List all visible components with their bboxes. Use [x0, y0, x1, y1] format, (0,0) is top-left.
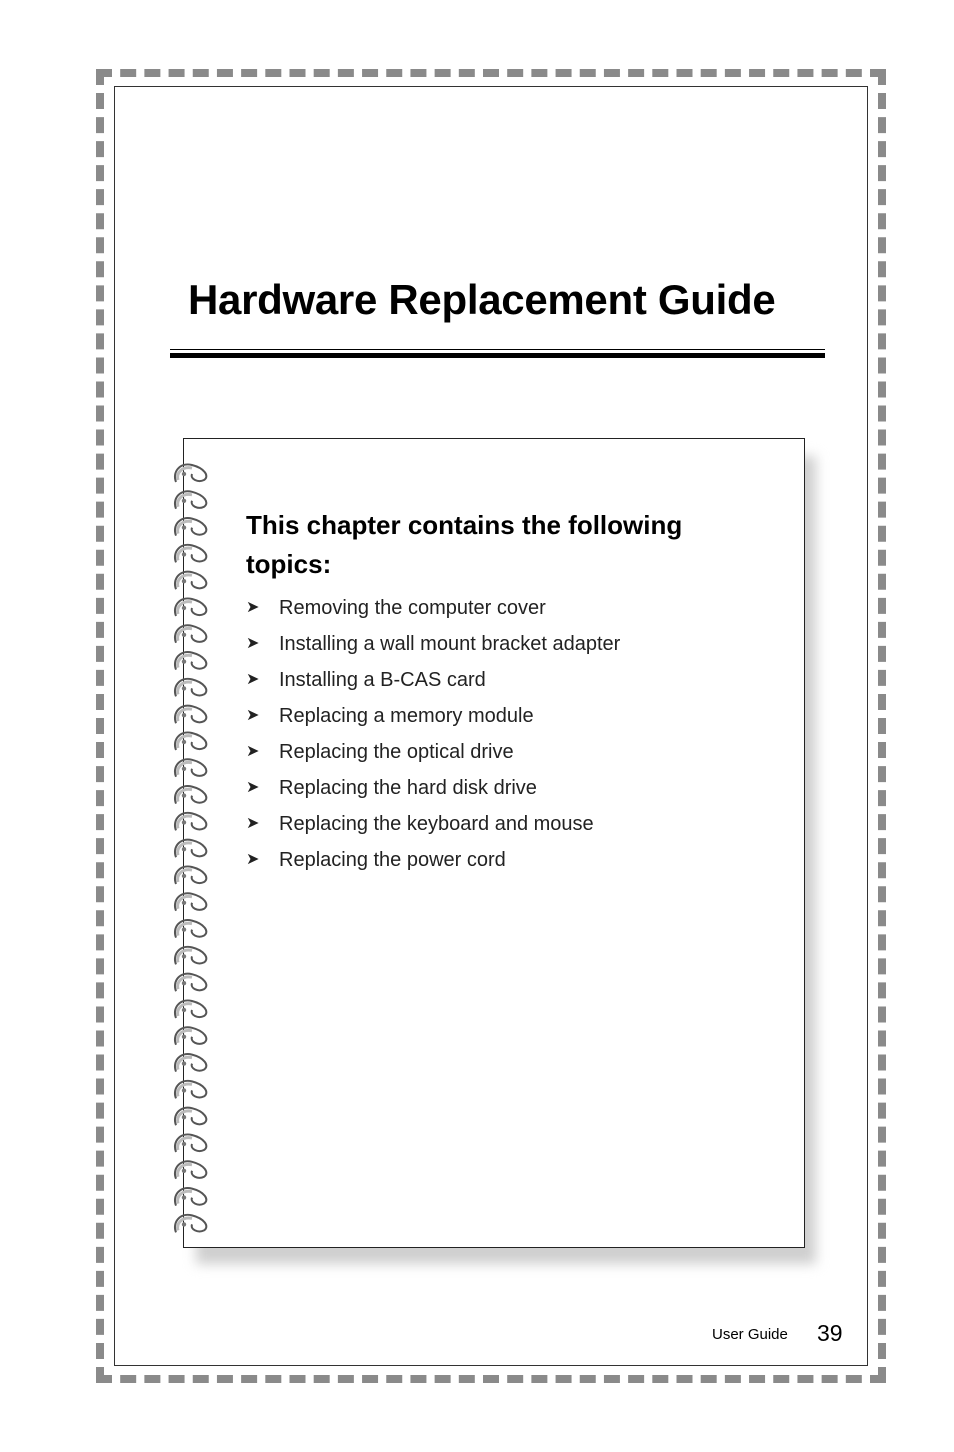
topic-label: Installing a wall mount bracket adapter [279, 633, 621, 655]
spiral-ring-icon [175, 1134, 206, 1152]
topic-list [246, 590, 620, 878]
spiral-ring-icon [175, 1027, 206, 1045]
spiral-ring-icon [175, 1108, 206, 1126]
spiral-ring-icon [175, 652, 206, 670]
spiral-ring-icon [175, 1054, 206, 1072]
topic-label: Replacing the hard disk drive [279, 777, 537, 799]
topic-label: Replacing the optical drive [279, 741, 514, 763]
spiral-ring-icon [175, 1161, 206, 1179]
spiral-ring-icon [175, 518, 206, 536]
topic-label: Installing a B-CAS card [279, 669, 486, 691]
topic-label: Replacing the keyboard and mouse [279, 813, 594, 835]
spiral-ring-icon [175, 464, 206, 482]
spiral-ring-icon [175, 840, 206, 858]
topic-item [246, 590, 620, 626]
spiral-ring-icon [175, 1000, 206, 1018]
arrowhead-bullet-icon: ➤ [246, 635, 260, 652]
spiral-ring-icon [175, 920, 206, 938]
spiral-ring-icon [175, 706, 206, 724]
spiral-ring-icon [175, 625, 206, 643]
spiral-ring-icon [175, 1188, 206, 1206]
spiral-ring-icon [175, 1081, 206, 1099]
page-number: 39 [817, 1320, 843, 1346]
spiral-ring-icon [175, 732, 206, 750]
arrowhead-bullet-icon: ➤ [246, 851, 260, 868]
arrowhead-bullet-icon: ➤ [246, 779, 260, 796]
spiral-binding-icon [168, 458, 218, 1243]
spiral-ring-icon [175, 1215, 206, 1233]
spiral-ring-icon [175, 679, 206, 697]
arrowhead-bullet-icon: ➤ [246, 743, 260, 760]
topic-item [246, 698, 620, 734]
topic-item [246, 842, 620, 878]
topic-item [246, 770, 620, 806]
spiral-ring-icon [175, 974, 206, 992]
spiral-ring-icon [175, 866, 206, 884]
spiral-ring-icon [175, 545, 206, 563]
chapter-topics-heading: This chapter contains the following topics: [246, 510, 683, 579]
spiral-ring-icon [175, 947, 206, 965]
topic-item [246, 626, 620, 662]
spiral-ring-icon [175, 786, 206, 804]
arrowhead-bullet-icon: ➤ [246, 599, 260, 616]
arrowhead-bullet-icon: ➤ [246, 671, 260, 688]
topic-item [246, 662, 620, 698]
page-title: Hardware Replacement Guide [188, 276, 776, 323]
spiral-ring-icon [175, 759, 206, 777]
topic-label: Replacing a memory module [279, 705, 534, 727]
title-rule-thick [170, 353, 825, 358]
spiral-ring-icon [175, 572, 206, 590]
spiral-ring-icon [175, 491, 206, 509]
topic-item [246, 806, 620, 842]
topic-label: Removing the computer cover [279, 597, 546, 619]
arrowhead-bullet-icon: ➤ [246, 707, 260, 724]
spiral-ring-icon [175, 813, 206, 831]
title-rule-thin [170, 349, 825, 350]
arrowhead-bullet-icon: ➤ [246, 815, 260, 832]
spiral-ring-icon [175, 893, 206, 911]
topic-label: Replacing the power cord [279, 849, 506, 871]
footer-label: User Guide [712, 1326, 788, 1343]
topic-item [246, 734, 620, 770]
spiral-ring-icon [175, 598, 206, 616]
